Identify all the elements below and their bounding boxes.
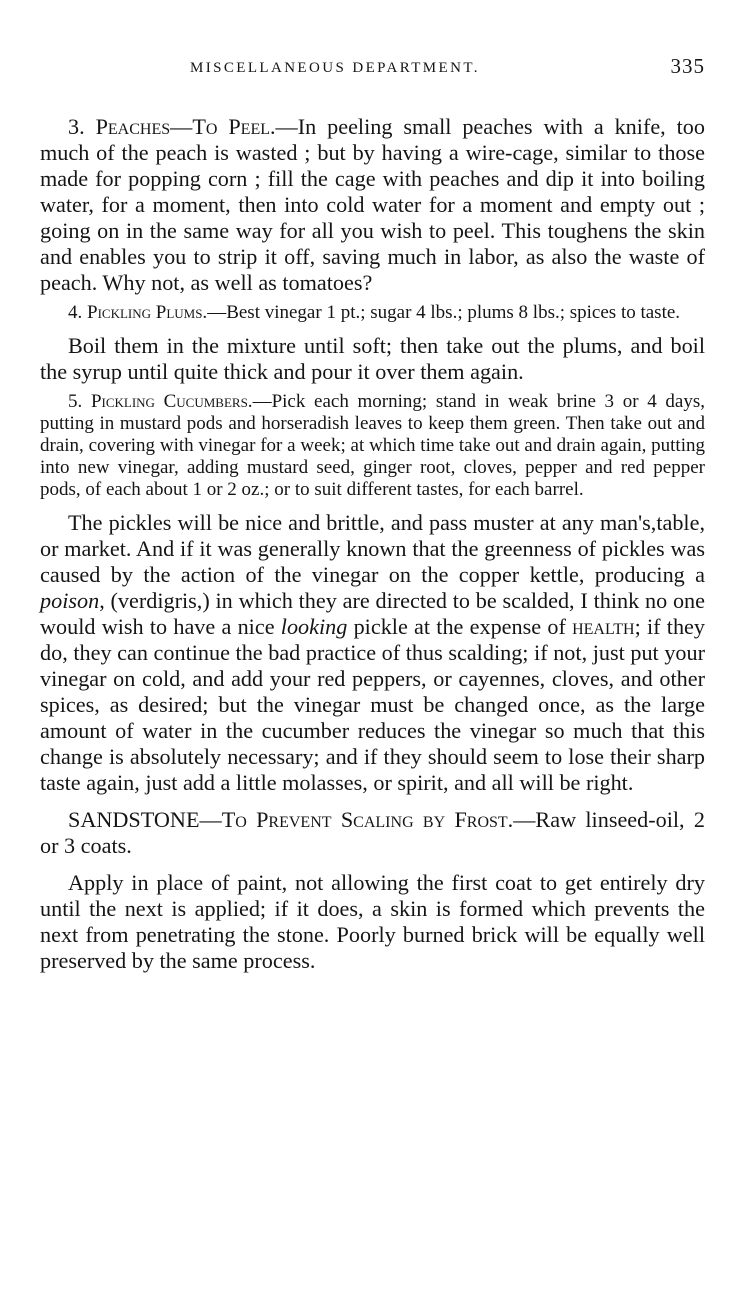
cucumbers-number: 5. [68, 391, 83, 412]
health-word: health [572, 614, 635, 639]
peaches-number: 3. [68, 114, 85, 139]
cucumbers-heading: Pickling Cucumbers. [90, 391, 253, 412]
cucumbers-body-part-3: pickle at the expense of [347, 614, 573, 639]
book-page [40, 54, 705, 974]
running-title: MISCELLANEOUS DEPARTMENT. [190, 60, 480, 76]
sandstone-body: Apply in place of paint, not allowing the first coat to get entirely dry until the next is applied; if it does, a skin is formed which prevents the next from penetrating the stone. Poorly burned brick will be equally well preserved by the same process. [40, 870, 705, 973]
plums-heading: Pickling Plums. [87, 302, 208, 323]
cucumbers-body-part-2: , (verdigris,) in which they are directed to be scalded, I think no one would wish to have a nice [40, 588, 705, 639]
running-head [40, 54, 705, 92]
plums-body: Boil them in the mixture until soft; then take out the plums, and boil the syrup until quite thick and pour it over them again. [40, 333, 705, 384]
looking-word: looking [280, 614, 348, 639]
sandstone-main-heading: SANDSTONE [68, 807, 200, 832]
sandstone-text: —Raw linseed-oil, 2 or 3 coats. [40, 807, 705, 858]
cucumbers-body-part-4: ; if they do, they can continue the bad practice of thus scalding; if not, just put your vinegar on cold, and add your red peppers, or cayennes, cloves, and other spices, as desired; but the vinegar must be changed once, as the large amount of water in the cucumber reduces the vinegar so much that this change is absolutely necessary; and if they should seem to lose their sharp taste again, just add a little molasses, or spirit, and all will be right. [40, 614, 705, 795]
peaches-entry [40, 114, 705, 296]
page-number: 335 [670, 54, 705, 78]
poison-word: poison [40, 588, 100, 613]
cucumbers-body-part-1: The pickles will be nice and brittle, and pass muster at any man's,table, or market. And if it was generally known that the greenness of pickles was caused by the action of the vinegar on the copper kettle, producing a [40, 510, 705, 587]
cucumbers-text: —Pick each morning; stand in weak brine 3 or 4 days, putting in mustard pods and horseradish leaves to keep them green. Then take out and drain, covering with vinegar for a week; at which time take out and drain again, putting into new vinegar, adding mustard seed, ginger root, cloves, pepper and red pepper pods, of each about 1 or 2 oz.; or to suit different tastes, for each barrel. [40, 391, 705, 500]
cucumbers-entry [40, 391, 705, 501]
plums-text: —Best vinegar 1 pt.; sugar 4 lbs.; plums 8 lbs.; spices to taste. [207, 302, 681, 323]
plums-entry [40, 302, 705, 324]
sandstone-entry [40, 807, 705, 859]
cucumbers-body [40, 510, 705, 796]
plums-number: 4. [68, 302, 83, 323]
sandstone-heading: —To Prevent Scaling by Frost. [199, 807, 514, 832]
peaches-text: —In peeling small peaches with a knife, too much of the peach is wasted ; but by having a wire-cage, similar to those made for popping corn ; fill the cage with peaches and dip it into boiling water, for a moment, then into cold water for a moment and empty out ; going on in the same way for all you wish to peel. This toughens the skin and enables you to strip it off, saving much in labor, as also the waste of peach. Why not, as well as tomatoes? [40, 114, 705, 295]
peaches-heading: Peaches—To Peel. [95, 114, 276, 139]
